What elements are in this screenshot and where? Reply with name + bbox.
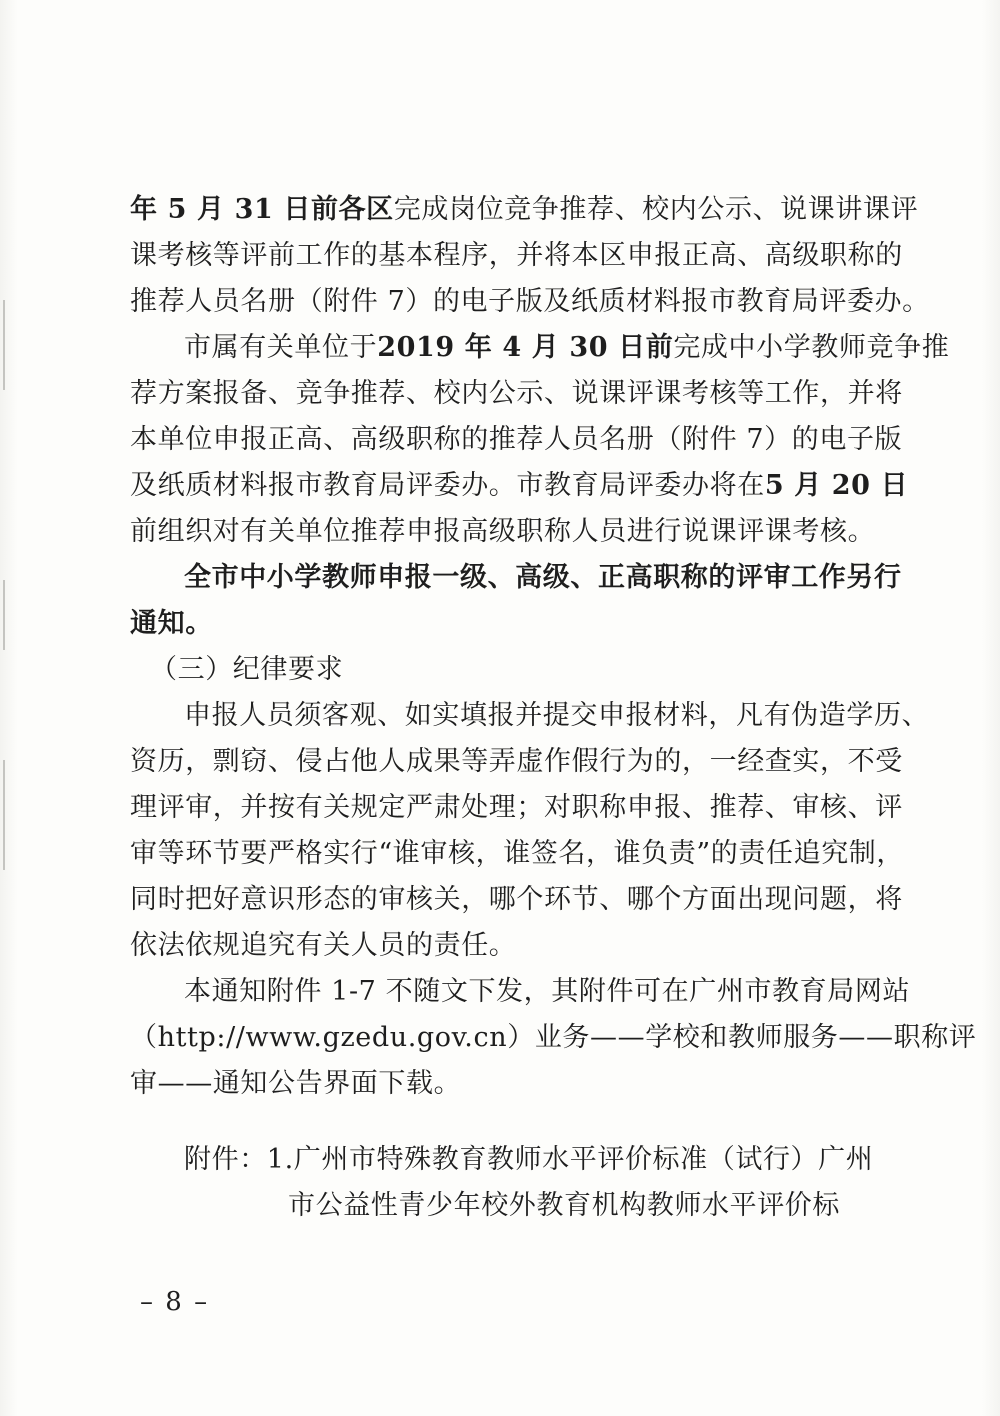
scan-edge-mark	[3, 300, 5, 390]
text-line-6: 本单位申报正高、高级职称的推荐人员名册（附件 7）的电子版	[130, 424, 903, 455]
text-line-15: 审等环节要严格实行“谁审核，谁签名，谁负责”的责任追究制，	[130, 838, 905, 869]
text-line-20: 审——通知公告界面下载。	[130, 1068, 462, 1099]
text-line-17: 依法依规追究有关人员的责任。	[130, 930, 517, 961]
text-line-13: 资历，剽窃、侵占他人成果等弄虚作假行为的，一经查实，不受	[130, 746, 903, 777]
attachment-line-2: 市公益性青少年校外教育机构教师水平评价标	[288, 1190, 840, 1221]
bold-notice-line-2: 通知。	[130, 608, 213, 639]
text-line-5: 荐方案报备、竞争推荐、校内公示、说课评课考核等工作，并将	[130, 378, 903, 409]
text-line-4: 市属有关单位于2019 年 4 月 30 日前完成中小学教师竞争推	[184, 332, 950, 363]
bold-deadline: 年 5 月 31 日前各区	[130, 194, 394, 225]
scan-edge-mark	[3, 760, 5, 870]
text-line-19: （http://www.gzedu.gov.cn）业务——学校和教师服务——职称评	[130, 1022, 977, 1053]
text-line-3: 推荐人员名册（附件 7）的电子版及纸质材料报市教育局评委办。	[130, 286, 930, 317]
bold-deadline: 5 月 20 日	[764, 470, 909, 501]
scan-edge-mark	[3, 580, 5, 650]
page-number: – 8 –	[140, 1287, 210, 1317]
text-line-16: 同时把好意识形态的审核关，哪个环节、哪个方面出现问题，将	[130, 884, 903, 915]
section-heading: （三）纪律要求	[150, 654, 344, 685]
bold-deadline: 2019 年 4 月 30 日前	[377, 332, 674, 363]
text-line-7: 及纸质材料报市教育局评委办。市教育局评委办将在5 月 20 日	[130, 470, 909, 501]
text-line-18: 本通知附件 1-7 不随文下发，其附件可在广州市教育局网站	[184, 976, 911, 1007]
text-line-2: 课考核等评前工作的基本程序，并将本区申报正高、高级职称的	[130, 240, 903, 271]
attachment-line-1: 附件：1.广州市特殊教育教师水平评价标准（试行）广州	[184, 1144, 874, 1175]
text-line-12: 申报人员须客观、如实填报并提交申报材料，凡有伪造学历、	[184, 700, 930, 731]
text-line-1: 年 5 月 31 日前各区完成岗位竞争推荐、校内公示、说课讲课评	[130, 194, 919, 225]
text-line-14: 理评审，并按有关规定严肃处理；对职称申报、推荐、审核、评	[130, 792, 903, 823]
text-line-8: 前组织对有关单位推荐申报高级职称人员进行说课评课考核。	[130, 516, 876, 547]
bold-notice-line-1: 全市中小学教师申报一级、高级、正高职称的评审工作另行	[184, 562, 902, 593]
